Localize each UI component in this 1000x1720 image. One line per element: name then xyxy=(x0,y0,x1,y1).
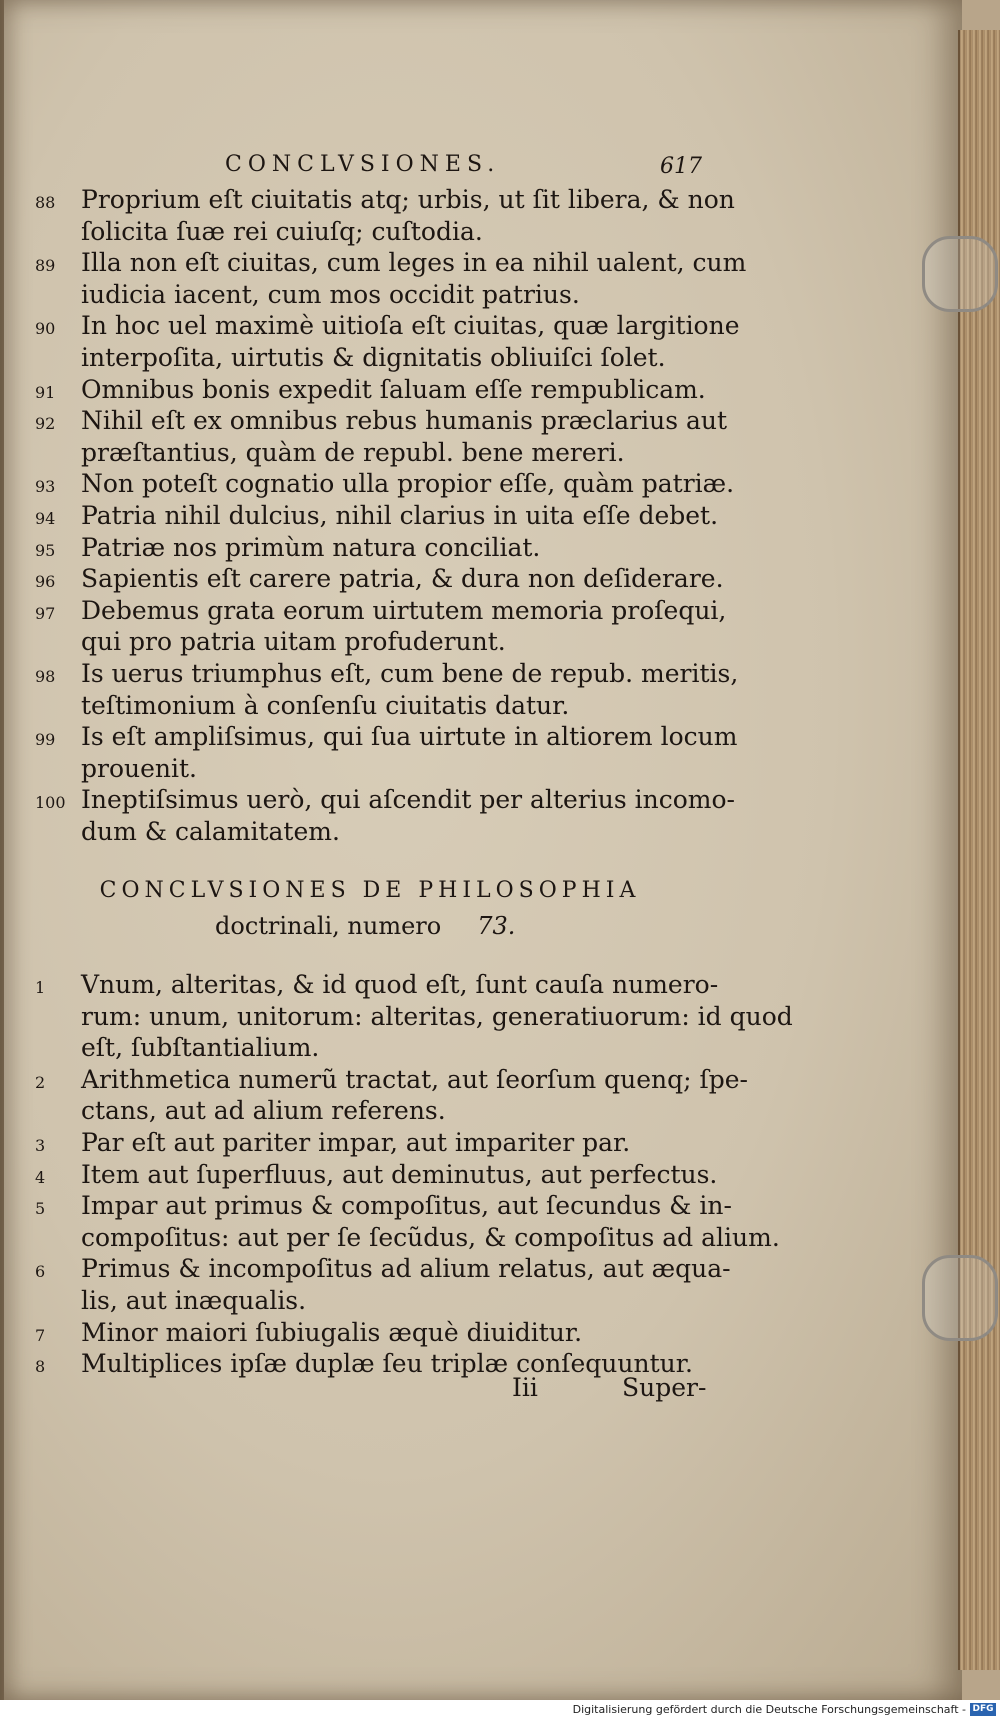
conclusion-number: 94 xyxy=(35,509,56,528)
conclusion-text: Illa non eſt ciuitas, cum leges in ea nihil ualent, cum xyxy=(81,248,747,278)
conclusion-text: Primus & incompoſitus ad alium relatus, aut æqua- xyxy=(81,1254,731,1284)
conclusion-text: interpoſita, uirtutis & dignitatis obliuiſci ſolet. xyxy=(81,343,666,372)
conclusion-text: Item aut ſuperfluus, aut deminutus, aut perfectus. xyxy=(81,1159,718,1189)
conclusion-line xyxy=(35,1033,319,1062)
conclusion-number: 1 xyxy=(35,978,46,997)
conclusion-text: iudicia iacent, cum mos occidit patrius. xyxy=(81,279,580,309)
conclusion-line xyxy=(35,1191,732,1220)
conclusion-text: Patriæ nos primùm natura conciliat. xyxy=(81,532,541,562)
conclusion-line xyxy=(35,1160,717,1189)
conclusion-line xyxy=(35,691,569,720)
conclusion-text: Patria nihil dulcius, nihil clarius in uita eſſe debet. xyxy=(81,501,719,530)
conclusion-text: Proprium eſt ciuitatis atq; urbis, ut ſit libera, & non xyxy=(81,185,735,214)
conclusion-line xyxy=(35,406,727,435)
conclusion-text: Par eſt aut pariter impar, aut impariter par. xyxy=(81,1128,631,1157)
conclusion-line xyxy=(35,596,726,625)
conclusion-line xyxy=(35,1065,748,1094)
conclusion-line xyxy=(35,438,625,467)
conclusion-text: Is eſt ampliſsimus, qui ſua uirtute in altiorem locum xyxy=(81,722,738,752)
footer-credit: Digitalisierung gefördert durch die Deutsche Forschungsgemeinschaft - xyxy=(572,1703,966,1716)
conclusion-number: 89 xyxy=(35,256,56,276)
conclusion-text: Nihil eſt ex omnibus rebus humanis præclarius aut xyxy=(81,406,728,436)
conclusion-text: qui pro patria uitam profuderunt. xyxy=(81,627,506,657)
conclusion-text: dum & calamitatem. xyxy=(81,817,340,846)
conclusion-text: ctans, aut ad alium referens. xyxy=(81,1096,446,1126)
conclusion-line xyxy=(35,1318,582,1347)
conclusion-number: 98 xyxy=(35,667,56,686)
conclusion-number: 90 xyxy=(35,319,56,339)
conclusion-line xyxy=(35,375,706,404)
conclusion-line xyxy=(35,1286,306,1315)
conclusion-line xyxy=(35,785,735,814)
catchword: Super- xyxy=(622,1373,707,1402)
conclusion-text: eſt, ſubſtantialium. xyxy=(81,1033,320,1063)
conclusion-line xyxy=(35,280,580,309)
conclusion-number: 100 xyxy=(35,793,66,813)
conclusion-line xyxy=(35,1223,780,1252)
conclusion-line xyxy=(35,469,734,498)
section-heading-line2: doctrinali, numero xyxy=(215,912,442,940)
conclusion-line xyxy=(35,343,666,372)
conclusion-line xyxy=(35,1096,446,1125)
conclusion-number: 92 xyxy=(35,414,56,434)
conclusion-number: 93 xyxy=(35,477,56,497)
dfg-logo: DFG xyxy=(970,1703,996,1716)
conclusion-text: compoſitus: aut per ſe ſecũdus, & compoſitus ad alium. xyxy=(81,1222,780,1252)
conclusion-number: 2 xyxy=(35,1072,46,1092)
conclusion-number: 7 xyxy=(35,1325,46,1345)
conclusion-text: teſtimonium à conſenſu ciuitatis datur. xyxy=(81,690,570,720)
section-heading-subtitle xyxy=(215,912,515,940)
conclusion-text: Multiplices ipſæ duplæ ſeu triplæ conſequuntur. xyxy=(81,1349,693,1379)
conclusion-line xyxy=(35,970,718,999)
conclusion-line xyxy=(35,311,740,340)
conclusion-text: Impar aut primus & compoſitus, aut ſecundus & in- xyxy=(81,1191,732,1221)
section-heading-number: 73. xyxy=(477,912,516,940)
conclusion-text: Vnum, alteritas, & id quod eſt, ſunt cauſa numero- xyxy=(81,970,719,999)
signature-mark: Iii xyxy=(512,1373,538,1402)
conclusion-text: rum: unum, unitorum: alteritas, generatiuorum: id quod xyxy=(81,1001,793,1031)
conclusion-text: ſolicita ſuæ rei cuiuſq; cuſtodia. xyxy=(81,216,483,246)
conclusion-line xyxy=(35,533,540,562)
conclusion-number: 5 xyxy=(35,1199,46,1219)
conclusion-line xyxy=(35,659,738,688)
conclusion-line xyxy=(35,248,746,277)
conclusion-text: prouenit. xyxy=(81,753,197,783)
conclusion-number: 96 xyxy=(35,572,56,592)
conclusion-text: lis, aut inæqualis. xyxy=(81,1286,307,1315)
conclusion-text: In hoc uel maximè uitioſa eſt ciuitas, quæ largitione xyxy=(81,311,740,341)
conclusion-line xyxy=(35,501,718,530)
conclusion-line xyxy=(35,185,735,214)
conclusion-number: 97 xyxy=(35,603,56,623)
conclusion-number: 4 xyxy=(35,1167,46,1187)
conclusion-number: 6 xyxy=(35,1262,46,1282)
conclusion-line xyxy=(35,564,724,593)
conclusion-number: 88 xyxy=(35,193,56,212)
conclusion-text: Ineptiſsimus uerò, qui aſcendit per alterius incomo- xyxy=(81,785,735,815)
conclusion-line xyxy=(35,1254,731,1283)
conclusion-number: 8 xyxy=(35,1357,46,1377)
conclusion-line xyxy=(35,1128,630,1157)
conclusion-text: Debemus grata eorum uirtutem memoria proſequi, xyxy=(81,595,727,625)
conclusion-text: Is uerus triumphus eſt, cum bene de repub. meritis, xyxy=(81,659,739,688)
running-head: CONCLVSIONES. xyxy=(225,152,501,177)
conclusion-text: Sapientis eſt carere patria, & dura non deſiderare. xyxy=(81,564,724,594)
conclusion-text: præſtantius, quàm de republ. bene mereri. xyxy=(81,437,625,467)
conclusion-text: Arithmetica numerũ tractat, aut ſeorſum quenq; ſpe- xyxy=(81,1064,748,1094)
conclusion-number: 3 xyxy=(35,1136,46,1155)
conclusion-text: Omnibus bonis expedit ſaluam eſſe rempublicam. xyxy=(81,374,706,404)
conclusion-line xyxy=(35,754,197,783)
conclusion-number: 91 xyxy=(35,382,56,402)
page-number: 617 xyxy=(660,154,702,179)
conclusion-text: Non poteſt cognatio ulla propior eſſe, quàm patriæ. xyxy=(81,469,735,499)
conclusion-line xyxy=(35,1002,793,1031)
conclusion-line xyxy=(35,722,737,751)
conclusion-text: Minor maiori ſubiugalis æquè diuiditur. xyxy=(81,1317,583,1347)
conclusion-line xyxy=(35,217,483,246)
conclusion-line xyxy=(35,817,340,846)
conclusion-line xyxy=(35,627,506,656)
conclusion-number: 95 xyxy=(35,540,56,560)
section-heading: CONCLVSIONES DE PHILOSOPHIA xyxy=(99,878,641,903)
conclusion-number: 99 xyxy=(35,730,56,750)
conclusion-line xyxy=(35,1349,693,1378)
